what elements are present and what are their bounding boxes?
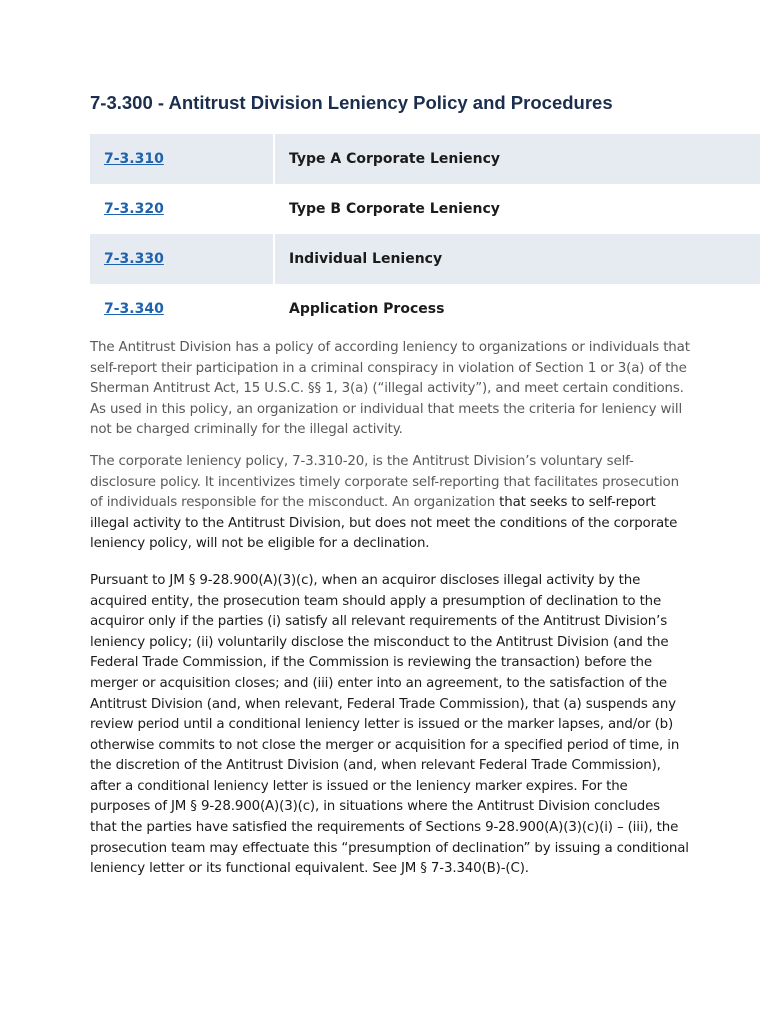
table-row [90,234,760,284]
paragraph-corporate-policy [90,452,690,555]
section-title-cell: Type A Corporate Leniency [274,134,760,184]
section-link-7-3-330[interactable]: 7-3.330 [104,250,164,267]
section-number-cell [90,234,274,284]
section-number-cell [90,134,274,184]
policy-body [90,338,690,891]
paragraph-corporate-policy-part-1: The corporate leniency policy, 7-3.310-20, is the Antitrust Division’s voluntary self-disclosure policy. It incentivizes timely corporate self-reporting that facilitates prosecution of individuals responsible for the misconduct. An organization [90,453,679,511]
paragraph-leniency-overview: The Antitrust Division has a policy of according leniency to organizations or individuals that self-report their participation in a criminal conspiracy in violation of Section 1 or 3(a) of the Sherman Antitrust Act, 15 U.S.C. §§ 1, 3(a) (“illegal activity”), and meet certain conditions. As used in this policy, an organization or individual that meets the criteria for leniency will not be charged criminally for the illegal activity. [90,340,690,438]
section-number-cell [90,184,274,234]
section-index-table [90,134,760,334]
table-row [90,284,760,334]
section-link-7-3-340[interactable]: 7-3.340 [104,300,164,317]
section-link-7-3-320[interactable]: 7-3.320 [104,200,164,217]
table-row [90,184,760,234]
section-title-cell: Individual Leniency [274,234,760,284]
page-title: 7-3.300 - Antitrust Division Leniency Policy and Procedures [90,92,613,113]
paragraph-acquiror-disclosure: Pursuant to JM § 9-28.900(A)(3)(c), when an acquiror discloses illegal activity by the acquired entity, the prosecution team should apply a presumption of declination to the acquiror only if the parties (i) satisfy all relevant requirements of the Antitrust Division’s leniency policy; (ii) voluntarily disclose the misconduct to the Antitrust Division (and the Federal Trade Commission, if the Commission is reviewing the transaction) before the merger or acquisition closes; and (iii) enter into an agreement, to the satisfaction of the Antitrust Division (and, when relevant, Federal Trade Commission), that (a) suspends any review period until a conditional leniency letter is issued or the marker lapses, and/or (b) otherwise commits to not close the merger or acquisition for a specified period of time, in the discretion of the Antitrust Division (and, when relevant Federal Trade Commission), after a conditional leniency letter is issued or the leniency marker expires. For the purposes of JM § 9-28.900(A)(3)(c), in situations where the Antitrust Division concludes that the parties have satisfied the requirements of Sections 9-28.900(A)(3)(c)(i) – (iii), the prosecution team may effectuate this “presumption of declination” by issuing a conditional leniency letter or its functional equivalent. See JM § 7-3.340(B)-(C). [90,572,689,877]
table-row [90,134,760,184]
section-title-cell: Type B Corporate Leniency [289,200,500,217]
paragraph-corporate-policy-part-2: that seeks to self-report illegal activity to the Antitrust Division, but does not meet the conditions of the corporate leniency policy, will not be eligible for a declination. [90,495,678,552]
section-title-cell: Application Process [289,300,445,317]
section-number-cell [90,284,274,334]
section-link-7-3-310[interactable]: 7-3.310 [104,150,164,167]
